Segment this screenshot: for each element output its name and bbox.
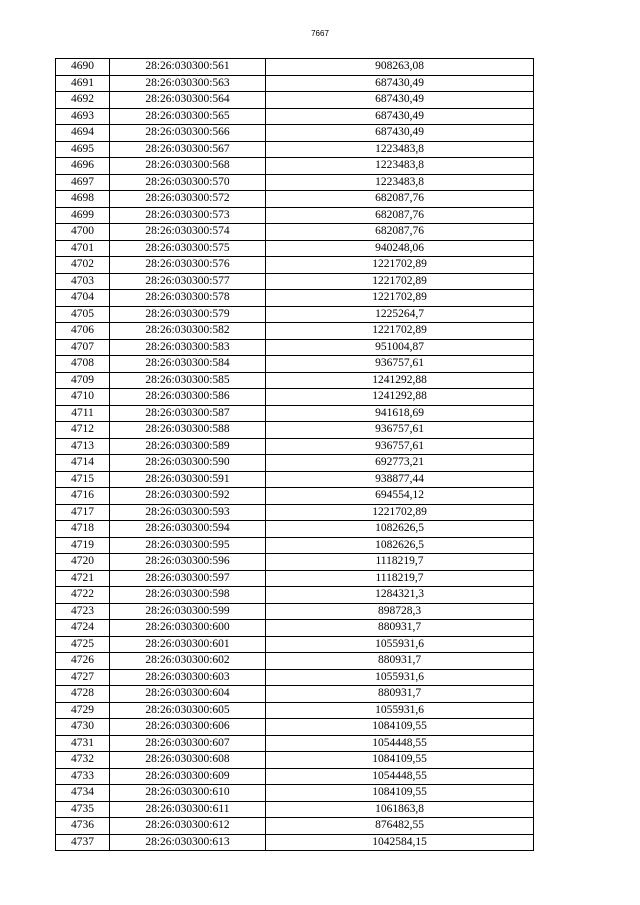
table-row	[56, 603, 534, 620]
table-row	[56, 290, 534, 307]
value-cell: 1221702,89	[266, 290, 534, 307]
page-number: 7667	[311, 29, 329, 38]
table-row	[56, 224, 534, 241]
cadastral-number-cell: 28:26:030300:596	[110, 554, 266, 571]
row-number-cell: 4723	[56, 603, 110, 620]
value-cell: 1221702,89	[266, 504, 534, 521]
row-number-cell: 4730	[56, 719, 110, 736]
row-number-cell: 4722	[56, 587, 110, 604]
cadastral-value-table	[55, 58, 534, 851]
table-row	[56, 768, 534, 785]
table-row	[56, 389, 534, 406]
cadastral-number-cell: 28:26:030300:585	[110, 372, 266, 389]
cadastral-number-cell: 28:26:030300:597	[110, 570, 266, 587]
cadastral-number-cell: 28:26:030300:577	[110, 273, 266, 290]
value-cell: 1054448,55	[266, 735, 534, 752]
cadastral-number-cell: 28:26:030300:582	[110, 323, 266, 340]
cadastral-number-cell: 28:26:030300:573	[110, 207, 266, 224]
cadastral-number-cell: 28:26:030300:588	[110, 422, 266, 439]
cadastral-number-cell: 28:26:030300:600	[110, 620, 266, 637]
table-row	[56, 438, 534, 455]
value-cell: 880931,7	[266, 653, 534, 670]
value-cell: 876482,55	[266, 818, 534, 835]
row-number-cell: 4719	[56, 537, 110, 554]
row-number-cell: 4715	[56, 471, 110, 488]
cadastral-number-cell: 28:26:030300:576	[110, 257, 266, 274]
cadastral-number-cell: 28:26:030300:587	[110, 405, 266, 422]
table-row	[56, 719, 534, 736]
cadastral-number-cell: 28:26:030300:590	[110, 455, 266, 472]
cadastral-number-cell: 28:26:030300:607	[110, 735, 266, 752]
table-row	[56, 702, 534, 719]
table-row	[56, 537, 534, 554]
row-number-cell: 4706	[56, 323, 110, 340]
row-number-cell: 4737	[56, 834, 110, 851]
row-number-cell: 4714	[56, 455, 110, 472]
cadastral-number-cell: 28:26:030300:605	[110, 702, 266, 719]
table-row	[56, 257, 534, 274]
value-cell: 1055931,6	[266, 702, 534, 719]
value-cell: 1223483,8	[266, 158, 534, 175]
table-row	[56, 339, 534, 356]
row-number-cell: 4734	[56, 785, 110, 802]
value-cell: 938877,44	[266, 471, 534, 488]
value-cell: 687430,49	[266, 108, 534, 125]
value-cell: 1221702,89	[266, 323, 534, 340]
cadastral-number-cell: 28:26:030300:591	[110, 471, 266, 488]
value-cell: 682087,76	[266, 191, 534, 208]
cadastral-number-cell: 28:26:030300:574	[110, 224, 266, 241]
row-number-cell: 4702	[56, 257, 110, 274]
cadastral-number-cell: 28:26:030300:589	[110, 438, 266, 455]
cadastral-number-cell: 28:26:030300:601	[110, 636, 266, 653]
value-cell: 908263,08	[266, 59, 534, 76]
cadastral-number-cell: 28:26:030300:568	[110, 158, 266, 175]
table-row	[56, 306, 534, 323]
cadastral-number-cell: 28:26:030300:566	[110, 125, 266, 142]
value-cell: 951004,87	[266, 339, 534, 356]
row-number-cell: 4718	[56, 521, 110, 538]
value-cell: 682087,76	[266, 224, 534, 241]
table-row	[56, 686, 534, 703]
row-number-cell: 4691	[56, 75, 110, 92]
cadastral-number-cell: 28:26:030300:575	[110, 240, 266, 257]
cadastral-number-cell: 28:26:030300:611	[110, 801, 266, 818]
value-cell: 1055931,6	[266, 669, 534, 686]
row-number-cell: 4721	[56, 570, 110, 587]
table-row	[56, 636, 534, 653]
cadastral-number-cell: 28:26:030300:602	[110, 653, 266, 670]
table-row	[56, 372, 534, 389]
value-cell: 687430,49	[266, 75, 534, 92]
cadastral-number-cell: 28:26:030300:564	[110, 92, 266, 109]
table-row	[56, 818, 534, 835]
row-number-cell: 4700	[56, 224, 110, 241]
table-row	[56, 801, 534, 818]
cadastral-number-cell: 28:26:030300:593	[110, 504, 266, 521]
cadastral-number-cell: 28:26:030300:584	[110, 356, 266, 373]
cadastral-number-cell: 28:26:030300:595	[110, 537, 266, 554]
row-number-cell: 4732	[56, 752, 110, 769]
row-number-cell: 4727	[56, 669, 110, 686]
table-row	[56, 174, 534, 191]
table-row	[56, 620, 534, 637]
table-row	[56, 488, 534, 505]
value-cell: 1084109,55	[266, 785, 534, 802]
value-cell: 687430,49	[266, 92, 534, 109]
row-number-cell: 4710	[56, 389, 110, 406]
table-row	[56, 834, 534, 851]
value-cell: 1223483,8	[266, 174, 534, 191]
table-row	[56, 570, 534, 587]
table-row	[56, 735, 534, 752]
table-row	[56, 108, 534, 125]
value-cell: 1223483,8	[266, 141, 534, 158]
row-number-cell: 4728	[56, 686, 110, 703]
table-row	[56, 587, 534, 604]
table-row	[56, 141, 534, 158]
value-cell: 1118219,7	[266, 554, 534, 571]
cadastral-number-cell: 28:26:030300:586	[110, 389, 266, 406]
row-number-cell: 4699	[56, 207, 110, 224]
cadastral-number-cell: 28:26:030300:583	[110, 339, 266, 356]
row-number-cell: 4696	[56, 158, 110, 175]
cadastral-number-cell: 28:26:030300:608	[110, 752, 266, 769]
value-cell: 1042584,15	[266, 834, 534, 851]
table-row	[56, 785, 534, 802]
value-cell: 694554,12	[266, 488, 534, 505]
row-number-cell: 4716	[56, 488, 110, 505]
row-number-cell: 4735	[56, 801, 110, 818]
value-cell: 880931,7	[266, 620, 534, 637]
value-cell: 1055931,6	[266, 636, 534, 653]
table-row	[56, 323, 534, 340]
table-row	[56, 422, 534, 439]
row-number-cell: 4711	[56, 405, 110, 422]
cadastral-number-cell: 28:26:030300:603	[110, 669, 266, 686]
value-cell: 692773,21	[266, 455, 534, 472]
table-row	[56, 207, 534, 224]
cadastral-number-cell: 28:26:030300:572	[110, 191, 266, 208]
table-row	[56, 158, 534, 175]
value-cell: 936757,61	[266, 422, 534, 439]
cadastral-number-cell: 28:26:030300:599	[110, 603, 266, 620]
row-number-cell: 4705	[56, 306, 110, 323]
table-row	[56, 356, 534, 373]
value-cell: 682087,76	[266, 207, 534, 224]
row-number-cell: 4690	[56, 59, 110, 76]
row-number-cell: 4707	[56, 339, 110, 356]
row-number-cell: 4733	[56, 768, 110, 785]
cadastral-number-cell: 28:26:030300:579	[110, 306, 266, 323]
cadastral-number-cell: 28:26:030300:592	[110, 488, 266, 505]
table-row	[56, 521, 534, 538]
row-number-cell: 4726	[56, 653, 110, 670]
value-cell: 940248,06	[266, 240, 534, 257]
cadastral-number-cell: 28:26:030300:565	[110, 108, 266, 125]
value-cell: 1082626,5	[266, 521, 534, 538]
row-number-cell: 4694	[56, 125, 110, 142]
value-cell: 1084109,55	[266, 719, 534, 736]
cadastral-number-cell: 28:26:030300:604	[110, 686, 266, 703]
table-row	[56, 92, 534, 109]
table-row	[56, 669, 534, 686]
row-number-cell: 4712	[56, 422, 110, 439]
value-cell: 936757,61	[266, 438, 534, 455]
value-cell: 1241292,88	[266, 372, 534, 389]
value-cell: 898728,3	[266, 603, 534, 620]
table-row	[56, 191, 534, 208]
cadastral-number-cell: 28:26:030300:567	[110, 141, 266, 158]
row-number-cell: 4704	[56, 290, 110, 307]
table-row	[56, 240, 534, 257]
row-number-cell: 4709	[56, 372, 110, 389]
cadastral-number-cell: 28:26:030300:594	[110, 521, 266, 538]
row-number-cell: 4736	[56, 818, 110, 835]
value-cell: 687430,49	[266, 125, 534, 142]
cadastral-number-cell: 28:26:030300:578	[110, 290, 266, 307]
row-number-cell: 4717	[56, 504, 110, 521]
value-cell: 1118219,7	[266, 570, 534, 587]
table-row	[56, 59, 534, 76]
cadastral-number-cell: 28:26:030300:612	[110, 818, 266, 835]
value-cell: 941618,69	[266, 405, 534, 422]
cadastral-number-cell: 28:26:030300:598	[110, 587, 266, 604]
value-cell: 936757,61	[266, 356, 534, 373]
value-cell: 1061863,8	[266, 801, 534, 818]
table-body	[56, 59, 534, 851]
value-cell: 1054448,55	[266, 768, 534, 785]
table-row	[56, 504, 534, 521]
table-row	[56, 125, 534, 142]
value-cell: 1284321,3	[266, 587, 534, 604]
cadastral-number-cell: 28:26:030300:609	[110, 768, 266, 785]
cadastral-number-cell: 28:26:030300:610	[110, 785, 266, 802]
row-number-cell: 4692	[56, 92, 110, 109]
cadastral-number-cell: 28:26:030300:561	[110, 59, 266, 76]
table-row	[56, 405, 534, 422]
row-number-cell: 4697	[56, 174, 110, 191]
cadastral-number-cell: 28:26:030300:613	[110, 834, 266, 851]
table-row	[56, 471, 534, 488]
row-number-cell: 4725	[56, 636, 110, 653]
row-number-cell: 4708	[56, 356, 110, 373]
table-row	[56, 455, 534, 472]
row-number-cell: 4701	[56, 240, 110, 257]
table-row	[56, 554, 534, 571]
cadastral-number-cell: 28:26:030300:563	[110, 75, 266, 92]
table-row	[56, 752, 534, 769]
row-number-cell: 4731	[56, 735, 110, 752]
row-number-cell: 4713	[56, 438, 110, 455]
value-cell: 1082626,5	[266, 537, 534, 554]
row-number-cell: 4720	[56, 554, 110, 571]
row-number-cell: 4724	[56, 620, 110, 637]
row-number-cell: 4695	[56, 141, 110, 158]
row-number-cell: 4703	[56, 273, 110, 290]
value-cell: 1084109,55	[266, 752, 534, 769]
row-number-cell: 4698	[56, 191, 110, 208]
value-cell: 1221702,89	[266, 273, 534, 290]
value-cell: 1241292,88	[266, 389, 534, 406]
table-row	[56, 273, 534, 290]
row-number-cell: 4729	[56, 702, 110, 719]
table-row	[56, 75, 534, 92]
value-cell: 1221702,89	[266, 257, 534, 274]
value-cell: 1225264,7	[266, 306, 534, 323]
cadastral-number-cell: 28:26:030300:570	[110, 174, 266, 191]
cadastral-number-cell: 28:26:030300:606	[110, 719, 266, 736]
value-cell: 880931,7	[266, 686, 534, 703]
row-number-cell: 4693	[56, 108, 110, 125]
table-row	[56, 653, 534, 670]
